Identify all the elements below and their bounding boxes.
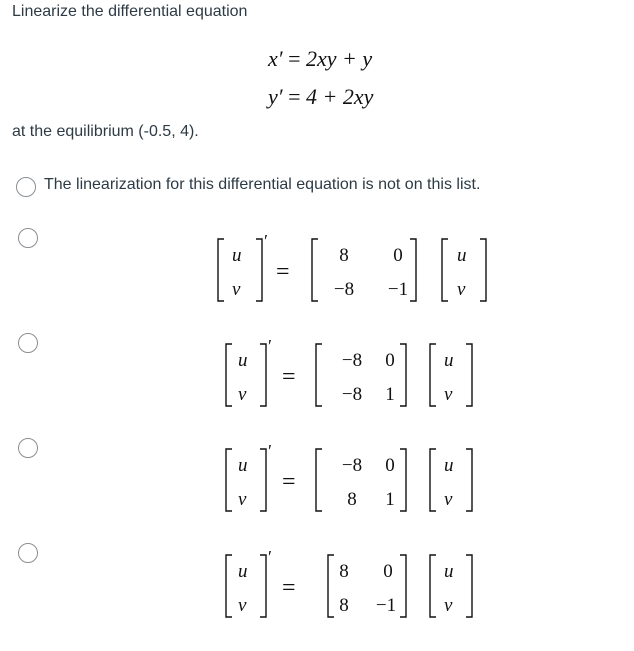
svg-text:−1: −1 <box>387 279 409 300</box>
coefficient-matrix <box>328 555 406 617</box>
option-3-radio[interactable] <box>18 333 38 353</box>
svg-text:u: u <box>457 245 467 266</box>
coefficient-matrix <box>316 344 406 406</box>
svg-text:v: v <box>444 595 453 616</box>
svg-text:v: v <box>444 384 453 405</box>
svg-text:8: 8 <box>339 245 349 266</box>
svg-text:=: = <box>282 364 296 390</box>
svg-text:v: v <box>232 279 241 300</box>
svg-text:0: 0 <box>383 561 393 582</box>
lhs-vector <box>226 336 272 406</box>
svg-text:v: v <box>457 279 466 300</box>
svg-text:8: 8 <box>339 561 349 582</box>
option-1-label[interactable]: The linearization for this differential equation is not on this list. <box>44 176 481 193</box>
option-4-radio[interactable] <box>18 438 38 458</box>
svg-text:8: 8 <box>339 595 349 616</box>
svg-text:′: ′ <box>268 547 272 567</box>
svg-text:1: 1 <box>385 384 395 405</box>
question-prompt: Linearize the differential equation <box>12 3 248 20</box>
svg-text:v: v <box>238 489 247 510</box>
svg-text:−8: −8 <box>341 384 363 405</box>
svg-text:8: 8 <box>347 489 357 510</box>
svg-text:u: u <box>444 350 454 371</box>
option-4-equation[interactable] <box>222 441 482 515</box>
option-5-equation[interactable] <box>222 547 482 621</box>
svg-text:0: 0 <box>385 455 395 476</box>
lhs-vector <box>226 547 272 617</box>
svg-text:−8: −8 <box>333 279 355 300</box>
svg-text:u: u <box>232 245 242 266</box>
svg-text:v: v <box>238 384 247 405</box>
coefficient-matrix <box>316 449 406 511</box>
rhs-vector <box>442 239 486 301</box>
svg-text:v: v <box>444 489 453 510</box>
svg-text:′: ′ <box>268 441 272 461</box>
option-1-radio[interactable] <box>16 177 36 197</box>
svg-text:0: 0 <box>393 245 403 266</box>
svg-text:0: 0 <box>385 350 395 371</box>
svg-text:′: ′ <box>268 336 272 356</box>
svg-text:u: u <box>238 350 248 371</box>
rhs-vector <box>430 344 472 406</box>
coefficient-matrix <box>312 239 416 301</box>
lhs-vector <box>226 441 272 511</box>
option-2-radio[interactable] <box>18 228 38 248</box>
equation-1: x′ = 2xy + y <box>268 46 373 71</box>
svg-text:−1: −1 <box>375 595 397 616</box>
svg-text:−8: −8 <box>341 455 363 476</box>
equation-system <box>268 40 373 116</box>
svg-text:′: ′ <box>264 231 268 251</box>
svg-text:u: u <box>238 561 248 582</box>
svg-text:=: = <box>282 575 296 601</box>
equilibrium-text: at the equilibrium (-0.5, 4). <box>12 123 199 140</box>
option-5-radio[interactable] <box>18 543 38 563</box>
svg-text:−8: −8 <box>341 350 363 371</box>
svg-text:=: = <box>276 259 290 285</box>
rhs-vector <box>430 449 472 511</box>
svg-text:v: v <box>238 595 247 616</box>
option-3-equation[interactable] <box>222 336 482 410</box>
rhs-vector <box>430 555 472 617</box>
svg-text:1: 1 <box>385 489 395 510</box>
option-2-equation[interactable] <box>214 231 494 305</box>
svg-text:u: u <box>444 561 454 582</box>
lhs-vector <box>218 231 268 301</box>
equation-2: y′ = 4 + 2xy <box>268 84 374 109</box>
svg-text:u: u <box>238 455 248 476</box>
svg-text:u: u <box>444 455 454 476</box>
svg-text:=: = <box>282 469 296 495</box>
